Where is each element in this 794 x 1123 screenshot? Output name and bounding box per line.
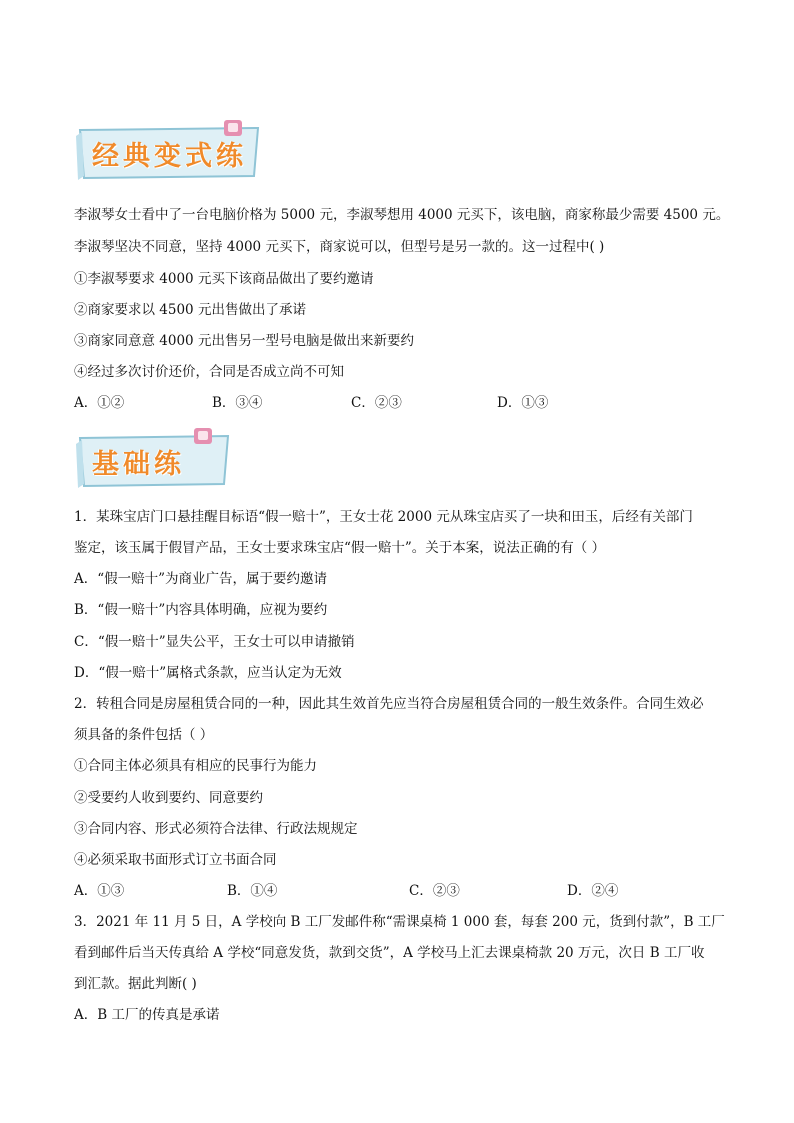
question-line: 鉴定，该玉属于假冒产品，王女士要求珠宝店“假一赔十”。关于本案，说法正确的有（ ） [74, 540, 606, 556]
section-title: 基础练 [92, 449, 185, 480]
statement-item: ②受要约人收到要约、同意要约 [74, 790, 263, 806]
question-line: 李淑琴坚决不同意，坚持 4000 元买下，商家说可以，但型号是另一款的。这一过程中( ) [74, 239, 605, 255]
question-line: 李淑琴女士看中了一台电脑价格为 5000 元，李淑琴想用 4000 元买下，该电脑，商家称最少需要 4500 元。 [74, 207, 730, 223]
answer-option: B．③④ [212, 395, 263, 411]
answer-option: C．②③ [409, 883, 460, 899]
answer-option: A．①② [74, 395, 125, 411]
question-line: 2．转租合同是房屋租赁合同的一种，因此其生效首先应当符合房屋租赁合同的一般生效条件。合同生效必 [74, 696, 704, 712]
answer-option: B．“假一赔十”内容具体明确，应视为要约 [74, 602, 328, 618]
section-banner-practice [74, 120, 264, 184]
answer-option: B．①④ [227, 883, 278, 899]
question-line: 1．某珠宝店门口悬挂醒目标语“假一赔十”，王女士花 2000 元从珠宝店买了一块和田玉，后经有关部门 [74, 509, 693, 525]
answer-option: A．①③ [74, 883, 125, 899]
answer-option: A．B 工厂的传真是承诺 [74, 1007, 220, 1023]
answer-option: C．②③ [351, 395, 402, 411]
statement-item: ③合同内容、形式必须符合法律、行政法规规定 [74, 821, 358, 837]
question-line: 看到邮件后当天传真给 A 学校“同意发货，款到交货”，A 学校马上汇去课桌椅款 20 万元，次日 B 工厂收 [74, 945, 705, 961]
section-title: 经典变式练 [92, 141, 247, 172]
statement-item: ④经过多次讨价还价，合同是否成立尚不可知 [74, 364, 344, 380]
answer-option: C．“假一赔十”显失公平，王女士可以申请撤销 [74, 634, 355, 650]
question-line: 须具备的条件包括（ ） [74, 727, 214, 743]
question-line: 到汇款。据此判断( ) [74, 976, 197, 992]
question-line: 3．2021 年 11 月 5 日，A 学校向 B 工厂发邮件称“需课桌椅 1 000 套，每套 200 元，货到付款”，B 工厂 [74, 914, 725, 930]
statement-item: ②商家要求以 4500 元出售做出了承诺 [74, 302, 306, 318]
answer-option: D．“假一赔十”属格式条款，应当认定为无效 [74, 665, 342, 681]
answer-option: D．①③ [497, 395, 549, 411]
statement-item: ①合同主体必须具有相应的民事行为能力 [74, 758, 317, 774]
answer-option: D．②④ [567, 883, 619, 899]
answer-option: A．“假一赔十”为商业广告，属于要约邀请 [74, 571, 328, 587]
statement-item: ③商家同意意 4000 元出售另一型号电脑是做出来新要约 [74, 333, 414, 349]
statement-item: ④必须采取书面形式订立书面合同 [74, 852, 277, 868]
statement-item: ①李淑琴要求 4000 元买下该商品做出了要约邀请 [74, 271, 374, 287]
section-banner-basic [74, 428, 234, 492]
